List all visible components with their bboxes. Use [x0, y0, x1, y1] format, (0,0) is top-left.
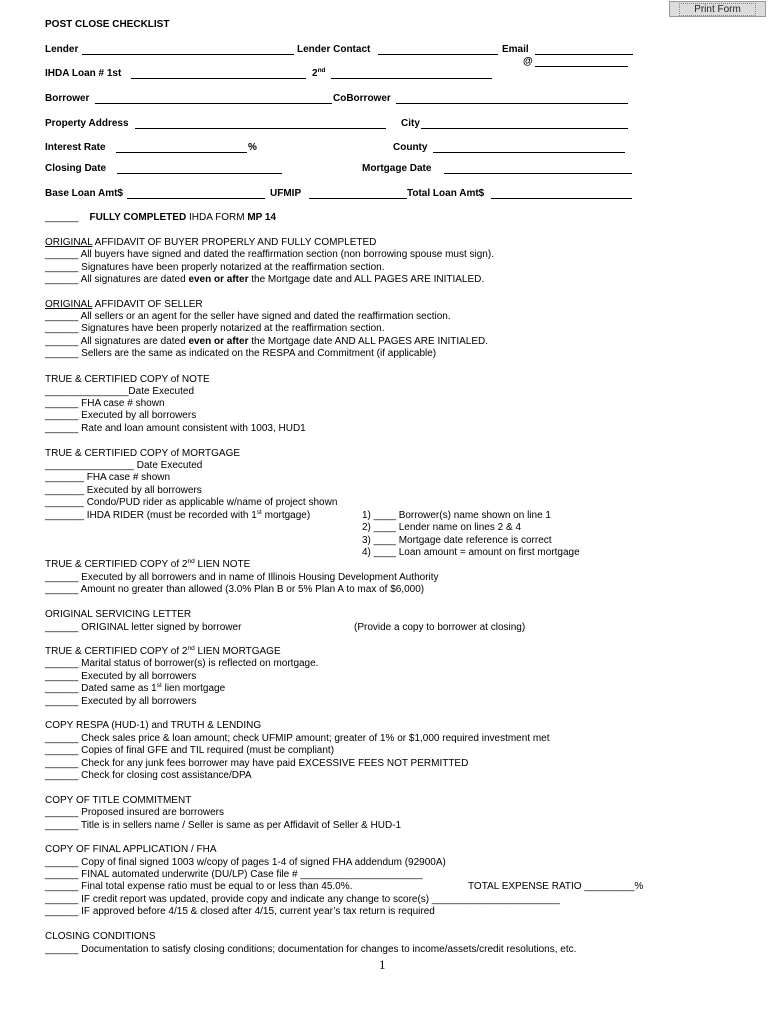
checklist-item: ______ Amount no greater than allowed (3.0% Plan B or 5% Plan A to max of $6,000)	[45, 584, 425, 595]
checklist-item: ______ Executed by all borrowers and in name of Illinois Housing Development Authority	[45, 572, 439, 583]
ihda-loan-2nd-label: 2nd	[312, 67, 326, 79]
coborrower-field[interactable]	[396, 103, 628, 104]
email-at-sign: @	[523, 56, 533, 67]
lender-contact-field[interactable]	[378, 54, 498, 55]
ihda-loan-2nd-field[interactable]	[331, 78, 492, 79]
city-field[interactable]	[421, 128, 628, 129]
rider-check-1: 1) ____ Borrower(s) name shown on line 1	[362, 510, 551, 521]
closing-date-field[interactable]	[117, 173, 282, 174]
checklist-item: ______ IF approved before 4/15 & closed after 4/15, current year’s tax return is required	[45, 906, 435, 917]
ihda-loan-1st-field[interactable]	[131, 78, 306, 79]
lender-field[interactable]	[82, 54, 294, 55]
checklist-item: ______ Marital status of borrower(s) is reflected on mortgage.	[45, 658, 319, 669]
ufmip-label: UFMIP	[270, 188, 302, 199]
seller-affidavit-heading: ORIGINAL AFFIDAVIT OF SELLER	[45, 299, 203, 310]
ihda-rider-item: _______ IHDA RIDER (must be recorded with 1st mortgage)	[45, 509, 311, 521]
checklist-item: ______ All buyers have signed and dated the reaffirmation section (non borrowing spouse must sign).	[45, 249, 494, 260]
servicing-letter-heading: ORIGINAL SERVICING LETTER	[45, 609, 192, 620]
page-number: 1	[379, 957, 386, 972]
checklist-item: ______ Signatures have been properly notarized at the reaffirmation section.	[45, 323, 385, 334]
base-loan-amt-label: Base Loan Amt$	[45, 188, 123, 199]
checklist-item: ______ Title is in sellers name / Seller is same as per Affidavit of Seller & HUD-1	[45, 820, 402, 831]
property-address-label: Property Address	[45, 118, 129, 129]
mortgage-date-label: Mortgage Date	[362, 163, 432, 174]
checklist-item: ______ Copy of final signed 1003 w/copy of pages 1-4 of signed FHA addendum (92900A)	[45, 857, 446, 868]
checklist-item: ______ IF credit report was updated, provide copy and indicate any change to score(s) _______________________	[45, 894, 560, 905]
title-commitment-heading: COPY OF TITLE COMMITMENT	[45, 795, 192, 806]
email-field[interactable]	[535, 54, 633, 55]
buyer-affidavit-heading: ORIGINAL AFFIDAVIT OF BUYER PROPERLY AND FULLY COMPLETED	[45, 237, 377, 248]
total-loan-amt-field[interactable]	[491, 198, 632, 199]
checklist-item: ______ Signatures have been properly notarized at the reaffirmation section.	[45, 262, 385, 273]
note-heading: TRUE & CERTIFIED COPY of NOTE	[45, 374, 210, 385]
checklist-item: ______ Final total expense ratio must be equal to or less than 45.0%.	[45, 881, 353, 892]
checklist-item: ______ FINAL automated underwrite (DU/LP) Case file # ______________________	[45, 869, 423, 880]
interest-rate-percent: %	[248, 142, 257, 153]
base-loan-amt-field[interactable]	[127, 198, 265, 199]
checklist-item: _______ FHA case # shown	[45, 472, 171, 483]
lender-contact-label: Lender Contact	[297, 44, 371, 55]
checklist-item: ______ Rate and loan amount consistent with 1003, HUD1	[45, 423, 306, 434]
rider-check-4: 4) ____ Loan amount = amount on first mortgage	[362, 547, 580, 558]
checklist-item: ______ Check for any junk fees borrower may have paid EXCESSIVE FEES NOT PERMITTED	[45, 758, 469, 769]
checklist-item: _______ Executed by all borrowers	[45, 485, 202, 496]
checklist-item: ______ Copies of final GFE and TIL required (must be compliant)	[45, 745, 335, 756]
rider-check-3: 3) ____ Mortgage date reference is correct	[362, 535, 552, 546]
ufmip-field[interactable]	[309, 198, 407, 199]
borrower-label: Borrower	[45, 93, 90, 104]
checklist-item: ______ Check sales price & loan amount; check UFMIP amount; greater of 1% or $1,000 required investment met	[45, 733, 550, 744]
rider-check-2: 2) ____ Lender name on lines 2 & 4	[362, 522, 521, 533]
lender-label: Lender	[45, 44, 79, 55]
second-lien-note-heading: TRUE & CERTIFIED COPY of 2nd LIEN NOTE	[45, 558, 251, 570]
final-application-heading: COPY OF FINAL APPLICATION / FHA	[45, 844, 217, 855]
mp14-item: ______ FULLY COMPLETED IHDA FORM MP 14	[45, 212, 277, 223]
checklist-item: ______ Executed by all borrowers	[45, 410, 197, 421]
county-label: County	[393, 142, 428, 153]
checklist-item: ______ Proposed insured are borrowers	[45, 807, 224, 818]
checklist-item: ______ All signatures are dated even or after the Mortgage date and ALL PAGES ARE INITIALED.	[45, 274, 485, 285]
checklist-item: ______ Documentation to satisfy closing conditions; documentation for changes to income/assets/credit resolutions, etc.	[45, 944, 577, 955]
print-form-button[interactable]	[669, 1, 766, 17]
respa-heading: COPY RESPA (HUD-1) and TRUTH & LENDING	[45, 720, 262, 731]
email-label: Email	[502, 44, 529, 55]
mortgage-date-field[interactable]	[444, 173, 632, 174]
closing-date-label: Closing Date	[45, 163, 107, 174]
county-field[interactable]	[433, 152, 625, 153]
checklist-item: _______________Date Executed	[45, 386, 195, 397]
checklist-item: ______ Executed by all borrowers	[45, 696, 197, 707]
coborrower-label: CoBorrower	[333, 93, 391, 104]
interest-rate-label: Interest Rate	[45, 142, 106, 153]
email-domain-field[interactable]	[535, 66, 628, 67]
mortgage-heading: TRUE & CERTIFIED COPY of MORTGAGE	[45, 448, 241, 459]
checklist-item: ______ Dated same as 1st lien mortgage	[45, 682, 226, 694]
borrower-field[interactable]	[95, 103, 332, 104]
checklist-item: ______ Sellers are the same as indicated on the RESPA and Commitment (if applicable)	[45, 348, 437, 359]
ihda-loan-1st-label: IHDA Loan # 1st	[45, 68, 122, 79]
property-address-field[interactable]	[135, 128, 386, 129]
checklist-item: ______ Executed by all borrowers	[45, 671, 197, 682]
second-lien-mortgage-heading: TRUE & CERTIFIED COPY of 2nd LIEN MORTGAGE	[45, 645, 281, 657]
page-title: POST CLOSE CHECKLIST	[45, 19, 170, 30]
servicing-letter-note: (Provide a copy to borrower at closing)	[354, 622, 526, 633]
checklist-item: ______ ORIGINAL letter signed by borrower	[45, 622, 242, 633]
total-expense-ratio: TOTAL EXPENSE RATIO _________%	[468, 881, 644, 892]
checklist-item: _______ Condo/PUD rider as applicable w/name of project shown	[45, 497, 338, 508]
checklist-item: ______ All signatures are dated even or after the Mortgage date AND ALL PAGES ARE INITIALED.	[45, 336, 489, 347]
total-loan-amt-label: Total Loan Amt$	[407, 188, 485, 199]
closing-conditions-heading: CLOSING CONDITIONS	[45, 931, 156, 942]
checklist-item: ______ All sellers or an agent for the seller have signed and dated the reaffirmation section.	[45, 311, 451, 322]
checklist-item: ________________ Date Executed	[45, 460, 203, 471]
print-form-label: Print Form	[679, 3, 756, 16]
interest-rate-field[interactable]	[116, 152, 247, 153]
checklist-item: ______ Check for closing cost assistance/DPA	[45, 770, 252, 781]
checklist-item: ______ FHA case # shown	[45, 398, 165, 409]
city-label: City	[401, 118, 420, 129]
